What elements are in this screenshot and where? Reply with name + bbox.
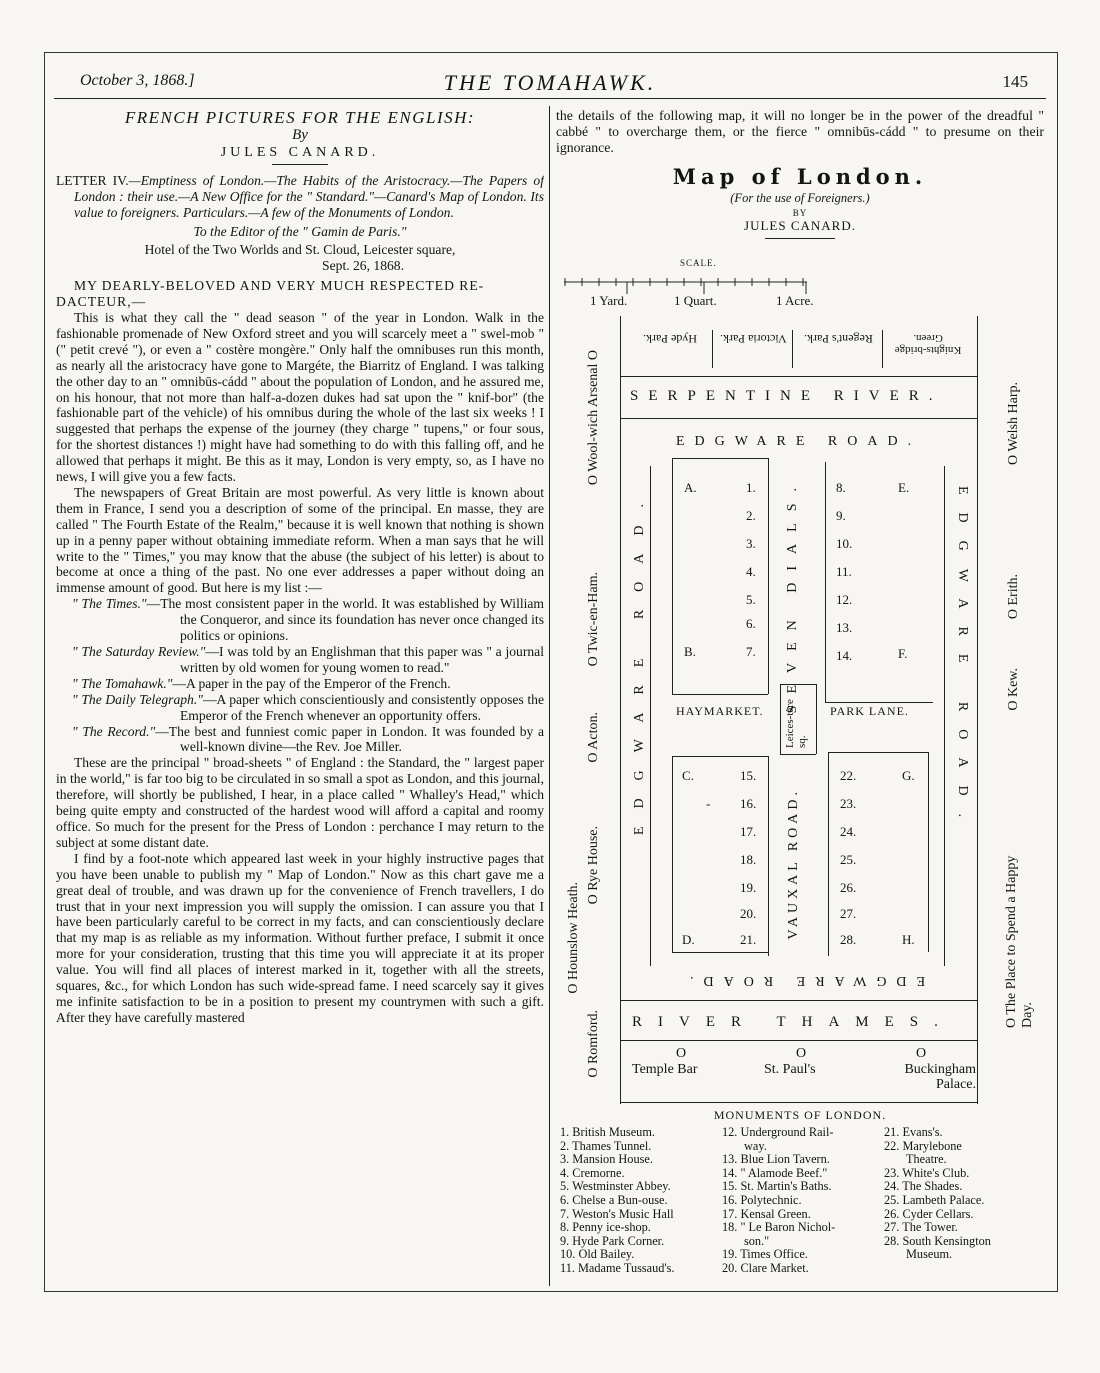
monument-entry: 28. South Kensington <box>884 1233 991 1248</box>
monument-entry: 22. Marylebone <box>884 1138 962 1153</box>
monument-entry: son." <box>744 1233 770 1248</box>
monument-entry: 17. Kensal Green. <box>722 1206 811 1221</box>
monument-number: 20. <box>740 906 757 921</box>
paper-item: " The Times."—The most consistent paper in the world. It was established by William the Conqueror, and since its foundation has never once changed its politics or opinions. <box>72 596 544 644</box>
monument-number: 18. <box>740 852 757 867</box>
monuments-column-2 <box>722 1126 835 1276</box>
monument-number: 12. <box>836 592 853 607</box>
monument-entry: 27. The Tower. <box>884 1220 958 1235</box>
place-acton: O Acton. <box>586 712 601 763</box>
monument-number: 21. <box>740 932 757 947</box>
monument-entry: 14. " Alamode Beef." <box>722 1165 828 1180</box>
monument-number: 10. <box>836 536 853 551</box>
park-label: Victoria Park. <box>719 332 787 346</box>
map-title-rule <box>765 238 835 239</box>
monument-entry: 23. White's Club. <box>884 1165 970 1180</box>
park-lane-label: PARK LANE. <box>830 704 909 718</box>
paper-item: " The Saturday Review."—I was told by an Englishman that this paper was " a journal written by old women for young women to read." <box>72 644 544 675</box>
monument-entry: Museum. <box>906 1247 953 1262</box>
monument-entry: way. <box>744 1138 767 1153</box>
place-twickenham: O Twic-en-Ham. <box>586 572 601 667</box>
monument-entry: 12. Underground Rail- <box>722 1125 834 1139</box>
map-dash: - <box>706 796 711 811</box>
scale-bar <box>562 270 812 294</box>
monument-number: 25. <box>840 852 857 867</box>
serpentine-label: SERPENTINE RIVER. <box>630 388 943 404</box>
place-welsh-harp: O Welsh Harp. <box>1006 382 1021 465</box>
page-header <box>54 58 1046 99</box>
monument-number: 23. <box>840 796 857 811</box>
monument-entry: 24. The Shades. <box>884 1179 963 1194</box>
letter-label: LETTER IV. <box>56 172 129 188</box>
page-number: 145 <box>1002 72 1028 91</box>
column-rule <box>549 106 550 1286</box>
monument-entry: 6. Chelse a Bun-ouse. <box>560 1192 668 1207</box>
monument-entry: 3. Mansion House. <box>560 1152 653 1167</box>
edgware-road-top: EDGWARE ROAD. <box>676 434 922 449</box>
continued-paragraph: the details of the following map, it will no longer be in the power of the dreadful " cabbé " to overcharge them, or the fierce " omnibūs-cádd " to presume on their ignorance. <box>556 108 1044 155</box>
map-subtitle: (For the use of Foreigners.) <box>730 191 870 205</box>
edgware-road-bottom: EDGWARE ROAD. <box>680 973 926 988</box>
paper-item: " The Record."—The best and funniest comic paper in London. It was founded by a well-known divine—the Rev. Joe Miller. <box>72 723 544 755</box>
block-label: F. <box>898 646 908 661</box>
vauxal-road-label: VAUXAL ROAD. <box>786 788 801 940</box>
monument-number: 6. <box>746 616 756 631</box>
place-temple-bar: Temple Bar <box>632 1062 698 1077</box>
block-label: H. <box>902 932 915 947</box>
monument-entry: 10. Old Bailey. <box>560 1247 635 1262</box>
monument-number: 19. <box>740 880 757 895</box>
paragraph-1: This is what they call the " dead season " of the year in London. Walk in the fashionable promenade of New Oxford street and you will scarcely meet a " swel-mob " (" petit crevé "), or even a " costère mongère." Only half the omnibuses run this month, as nearly all the aristocracy have gone to Margéte, the Biarritz of England. I was talking the other day to an " omnibūs-cádd " about the population of London, and he assured me, on his honour, that not more than half-a-dozen dukes had sat upon the " knif-bor" (the fashionable part of the vehicle) of his omnibus during the whole of the last six weeks ! I suggested that perhaps the expense of the journey (they charge " tupens," or four sous, for the shortest distances !) might have had something to do with this falling off, and he allowed that perhaps it might. Be this as it may, London is very empty, so, as I have no news, I will give you a few facts. <box>56 309 544 485</box>
place-kew: O Kew. <box>1006 668 1021 711</box>
article-author: JULES CANARD. <box>220 144 380 160</box>
monument-number: 11. <box>836 564 852 579</box>
map-title: Map of London. <box>672 164 928 189</box>
article-column-left <box>56 108 544 1284</box>
block-label: B. <box>684 644 696 659</box>
monument-number: 5. <box>746 592 756 607</box>
papers-list <box>56 596 544 755</box>
masthead-title: THE TOMAHAWK. <box>443 70 657 95</box>
article-title: FRENCH PICTURES FOR THE ENGLISH: <box>124 108 476 127</box>
article-byline-by: By <box>292 126 308 143</box>
address-line: Hotel of the Two Worlds and St. Cloud, Leicester square, <box>144 242 456 258</box>
edgware-road-right: EDGWARE ROAD. <box>955 486 970 836</box>
map-of-london: Hyde Park. Victoria Park. Regent's Park. Knights-bridge Green. SERPENTINE RIVER. EDGWARE ROAD. EDGWARE ROAD. EDGWARE ROAD. A. B. 1. 2. 3. 4. 5. 6. 7. SEVEN DIALS. 8. 9. 10. 11. 12. 13. 14. E. F. HAYMARKET. Leices-tère sq. PARK LANE. C. - D. 15. 16. 17. 18. 19. 20. 21. VAUXAL ROAD. 22. 23. 24. 25. 26. 27. 28. G. H. EDGWARE ROAD. RIVER THAMES. O O O Temple Bar St. Paul's Buckingham Palace. <box>620 316 978 1104</box>
monument-number: 26. <box>840 880 857 895</box>
park-label: Hyde Park. <box>643 332 697 346</box>
paper-item: " The Daily Telegraph."—A paper which conscientiously and consistently opposes the Emperor of the French whenever an opportunity offers. <box>72 691 544 723</box>
monument-number: 3. <box>746 536 756 551</box>
scale-unit: 1 Quart. <box>674 293 717 308</box>
place-happy-day: O The Place to Spend a Happy Day. <box>1004 855 1035 1028</box>
salutation: MY DEARLY-BELOVED AND VERY MUCH RESPECTED RE- DACTEUR,— <box>56 278 485 310</box>
park-label: Knights-bridge Green. <box>894 332 962 356</box>
letter-summary: —Emptiness of London.—The Habits of the Aristocracy.—The Papers of London : their use.—A New Office for the " Standard."—Canard's Map of London. Its value to foreigners. Particulars.—A few of the Monuments of London. <box>74 172 544 220</box>
monument-number: 22. <box>840 768 857 783</box>
place-woolwich-arsenal: O Wool-wich Arsenal O <box>586 350 601 486</box>
monument-number: 14. <box>836 648 853 663</box>
river-thames-label: RIVER THAMES. <box>632 1014 954 1030</box>
monuments-column-1 <box>560 1126 675 1276</box>
haymarket-label: HAYMARKET. <box>676 704 764 718</box>
monument-entry: 1. British Museum. <box>560 1125 655 1139</box>
place-hounslow-heath: O Hounslow Heath. <box>566 882 581 994</box>
map-author: JULES CANARD. <box>744 218 856 233</box>
monument-entry: 7. Weston's Music Hall <box>560 1206 674 1221</box>
park-label: Regent's Park. <box>803 332 873 346</box>
monument-entry: 15. St. Martin's Baths. <box>722 1179 832 1194</box>
monument-number: 1. <box>746 480 756 495</box>
block-label: D. <box>682 932 695 947</box>
map-by: BY <box>792 208 808 218</box>
monument-entry: 4. Cremorne. <box>560 1165 625 1180</box>
monument-number: 2. <box>746 508 756 523</box>
monument-entry: Theatre. <box>906 1152 947 1167</box>
seven-dials-label: SEVEN DIALS. <box>785 476 800 714</box>
scale-label: SCALE. <box>680 258 717 268</box>
monument-number: 13. <box>836 620 853 635</box>
monument-number: 16. <box>740 796 757 811</box>
monument-number: 4. <box>746 564 756 579</box>
monument-number: 27. <box>840 906 857 921</box>
to-editor-line: To the Editor of the " Gamin de Paris." <box>193 224 407 240</box>
monument-entry: 13. Blue Lion Tavern. <box>722 1152 830 1167</box>
monument-number: 17. <box>740 824 757 839</box>
monument-number: 28. <box>840 932 857 947</box>
title-rule <box>272 164 328 165</box>
monument-entry: 25. Lambeth Palace. <box>884 1192 985 1207</box>
paragraph-3: These are the principal " broad-sheets " of England : the Standard, the " largest paper in the world," is far too big to be circulated in so small a spot as London, and this journal, therefore, will shortly be published, I hear, in a place called " Whalley's Head," which being quite empty and constructed of the hardest wood will afford a capital and roomy office. So much for the present for the Press of London : perchance I may return to the subject at some distant date. <box>56 755 544 850</box>
monument-entry: 9. Hyde Park Corner. <box>560 1233 665 1248</box>
issue-date: October 3, 1868.] <box>80 72 195 89</box>
place-st-pauls: St. Paul's <box>764 1062 816 1077</box>
scale-unit: 1 Acre. <box>776 293 814 308</box>
monument-entry: 11. Madame Tussaud's. <box>560 1260 675 1275</box>
block-label: G. <box>902 768 915 783</box>
paragraph-4: I find by a foot-note which appeared last week in your highly instructive pages that you have been unable to publish my " Map of London." Now as this chart gave me a great deal of trouble, and was drawn up for the convenience of French travellers, I do trust that in your next impression you will supply the omission. I can assure you that I have been particularly careful to be correct in my facts, and can conscientiously declare that my map is as reliable as my information. Without further preface, I submit it once more for your consideration, trusting that this time you will appreciate it at its proper value. You will find all places of interest marked in it, together with all the streets, squares, &c., for which London has such wide-spread fame. I need scarcely say it gives me infinite satisfaction to be in a position to present my countrymen with such a gift. After they have carefully mastered <box>56 850 544 1025</box>
place-rye-house: O Rye House. <box>586 826 601 905</box>
block-label: A. <box>684 480 697 495</box>
monument-number: 15. <box>740 768 757 783</box>
place-romford: O Romford. <box>586 1010 601 1078</box>
block-label: C. <box>682 768 694 783</box>
paper-item: " The Tomahawk."—A paper in the pay of the Emperor of the French. <box>72 675 451 691</box>
monument-number: 24. <box>840 824 857 839</box>
monument-number: 9. <box>836 508 846 523</box>
leicester-square-label: Leices-tère sq. <box>784 699 808 748</box>
place-erith: O Erith. <box>1006 574 1021 620</box>
monument-entry: 20. Clare Market. <box>722 1260 809 1275</box>
monuments-title: MONUMENTS OF LONDON. <box>713 1108 887 1122</box>
monument-entry: 26. Cyder Cellars. <box>884 1206 974 1221</box>
monument-entry: 5. Westminster Abbey. <box>560 1179 671 1194</box>
paragraph-2: The newspapers of Great Britain are most powerful. As very little is known about them in France, I send you a description of some of the principal. En masse, they are called " The Fourth Estate of the Realm," because it is well known that nothing is shown up in a penny paper without obtaining immediate reform. When a man says that he will write to the " Times," you may know that the abuse (the subject of his letter) is about to become at once a thing of the past. No one ever addresses a paper without doing an immense amount of good. But here is my list :— <box>56 484 544 596</box>
monument-number: 8. <box>836 480 846 495</box>
block-label: E. <box>898 480 910 495</box>
edgware-road-left-upper: EDGWARE ROAD. <box>632 486 647 836</box>
monument-entry: 19. Times Office. <box>722 1247 808 1262</box>
monuments-column-3 <box>884 1126 991 1262</box>
letter-date: Sept. 26, 1868. <box>322 258 404 274</box>
monument-number: 7. <box>746 644 756 659</box>
monument-entry: 2. Thames Tunnel. <box>560 1138 652 1153</box>
monument-entry: 16. Polytechnic. <box>722 1192 802 1207</box>
scale-unit: 1 Yard. <box>590 293 628 308</box>
monument-entry: 18. " Le Baron Nichol- <box>722 1220 836 1235</box>
place-buckingham-palace: Buckingham Palace. <box>904 1062 976 1092</box>
monument-entry: 21. Evans's. <box>884 1125 943 1139</box>
monument-entry: 8. Penny ice-shop. <box>560 1220 651 1235</box>
letter-heading <box>56 173 544 221</box>
